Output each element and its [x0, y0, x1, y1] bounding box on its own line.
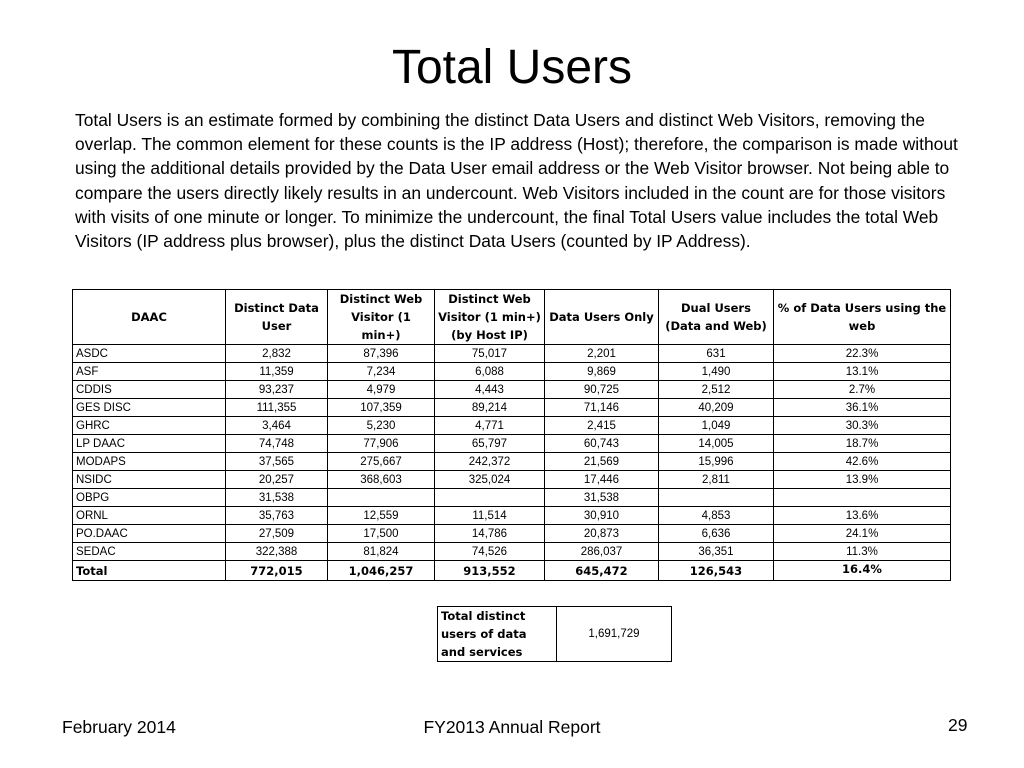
- cell-distinct-web-visitor: 17,500: [328, 525, 435, 543]
- cell-daac: CDDIS: [73, 381, 226, 399]
- cell-distinct-web-visitor-host-ip: 11,514: [435, 507, 545, 525]
- users-table: [72, 289, 951, 581]
- cell-distinct-web-visitor: 368,603: [328, 471, 435, 489]
- cell-distinct-web-visitor: 4,979: [328, 381, 435, 399]
- intro-paragraph: Total Users is an estimate formed by combining the distinct Data Users and distinct Web Visitors, removing the overlap. The common element for these counts is the IP address (Host); therefore, the comparison is made without using the additional details provided by the Data User email address or the Web Visitor browser. Not being able to compare the users directly likely results in an undercount. Web Visitors included in the count are for those visitors with visits of one minute or longer. To minimize the undercount, the final Total Users value includes the total Web Visitors (IP address plus browser), plus the distinct Data Users (counted by IP Address).: [75, 110, 958, 252]
- cell-data-users-only: 30,910: [545, 507, 659, 525]
- cell-distinct-data-user: 3,464: [226, 417, 328, 435]
- cell-distinct-web-visitor: [328, 489, 435, 507]
- cell-data-users-only: 20,873: [545, 525, 659, 543]
- cell-data-users-only: 2,201: [545, 345, 659, 363]
- cell-dual-users: 6,636: [659, 525, 774, 543]
- cell-dual-users: 1,490: [659, 363, 774, 381]
- cell-pct-data-users-web: 30.3%: [774, 417, 951, 435]
- total-distinct-web-visitor: 1,046,257: [328, 561, 435, 581]
- table-row: [73, 381, 951, 399]
- cell-distinct-data-user: 27,509: [226, 525, 328, 543]
- cell-pct-data-users-web: 11.3%: [774, 543, 951, 561]
- cell-distinct-web-visitor: 275,667: [328, 453, 435, 471]
- cell-daac: PO.DAAC: [73, 525, 226, 543]
- table-row: [73, 417, 951, 435]
- cell-daac: GHRC: [73, 417, 226, 435]
- cell-pct-data-users-web: 42.6%: [774, 453, 951, 471]
- cell-daac: ASF: [73, 363, 226, 381]
- cell-pct-data-users-web: 24.1%: [774, 525, 951, 543]
- cell-daac: LP DAAC: [73, 435, 226, 453]
- table-row: [73, 471, 951, 489]
- cell-distinct-web-visitor-host-ip: 75,017: [435, 345, 545, 363]
- cell-distinct-data-user: 11,359: [226, 363, 328, 381]
- header-distinct-web-visitor: Distinct Web Visitor (1 min+): [328, 290, 435, 345]
- cell-distinct-data-user: 322,388: [226, 543, 328, 561]
- table-row: [73, 525, 951, 543]
- cell-distinct-data-user: 2,832: [226, 345, 328, 363]
- header-distinct-web-visitor-host-ip: Distinct Web Visitor (1 min+) (by Host IP): [435, 290, 545, 345]
- table-row: [73, 507, 951, 525]
- table-row: [73, 399, 951, 417]
- summary-value: 1,691,729: [557, 607, 672, 662]
- table-row: [73, 345, 951, 363]
- header-pct-data-users-web: % of Data Users using the web: [774, 290, 951, 345]
- cell-data-users-only: 90,725: [545, 381, 659, 399]
- cell-dual-users: 4,853: [659, 507, 774, 525]
- cell-distinct-data-user: 111,355: [226, 399, 328, 417]
- summary-label: Total distinct users of data and services: [438, 607, 557, 662]
- cell-dual-users: 14,005: [659, 435, 774, 453]
- cell-daac: OBPG: [73, 489, 226, 507]
- cell-distinct-web-visitor: 5,230: [328, 417, 435, 435]
- cell-dual-users: 1,049: [659, 417, 774, 435]
- cell-distinct-web-visitor-host-ip: 74,526: [435, 543, 545, 561]
- cell-daac: ASDC: [73, 345, 226, 363]
- header-dual-users: Dual Users (Data and Web): [659, 290, 774, 345]
- table-row: [73, 489, 951, 507]
- cell-distinct-web-visitor-host-ip: [435, 489, 545, 507]
- cell-distinct-web-visitor-host-ip: 65,797: [435, 435, 545, 453]
- cell-data-users-only: 21,569: [545, 453, 659, 471]
- cell-distinct-web-visitor: 107,359: [328, 399, 435, 417]
- cell-distinct-web-visitor: 87,396: [328, 345, 435, 363]
- cell-dual-users: 36,351: [659, 543, 774, 561]
- table-row: [73, 453, 951, 471]
- table-header-row: [73, 290, 951, 345]
- cell-pct-data-users-web: 36.1%: [774, 399, 951, 417]
- cell-daac: GES DISC: [73, 399, 226, 417]
- cell-pct-data-users-web: 13.1%: [774, 363, 951, 381]
- cell-dual-users: 2,811: [659, 471, 774, 489]
- cell-distinct-web-visitor: 77,906: [328, 435, 435, 453]
- table-row: [73, 363, 951, 381]
- cell-distinct-web-visitor: 12,559: [328, 507, 435, 525]
- cell-distinct-data-user: 35,763: [226, 507, 328, 525]
- cell-data-users-only: 31,538: [545, 489, 659, 507]
- total-label: Total: [73, 561, 226, 581]
- cell-data-users-only: 9,869: [545, 363, 659, 381]
- cell-distinct-data-user: 37,565: [226, 453, 328, 471]
- summary-row: [438, 607, 672, 662]
- cell-pct-data-users-web: 18.7%: [774, 435, 951, 453]
- total-distinct-data-user: 772,015: [226, 561, 328, 581]
- cell-distinct-data-user: 31,538: [226, 489, 328, 507]
- cell-dual-users: 15,996: [659, 453, 774, 471]
- cell-pct-data-users-web: 13.9%: [774, 471, 951, 489]
- cell-dual-users: 631: [659, 345, 774, 363]
- cell-distinct-web-visitor-host-ip: 6,088: [435, 363, 545, 381]
- cell-data-users-only: 2,415: [545, 417, 659, 435]
- cell-pct-data-users-web: 2.7%: [774, 381, 951, 399]
- cell-pct-data-users-web: [774, 489, 951, 507]
- cell-distinct-data-user: 74,748: [226, 435, 328, 453]
- total-pct-data-users-web: 16.4%: [774, 561, 951, 581]
- cell-distinct-data-user: 20,257: [226, 471, 328, 489]
- cell-dual-users: [659, 489, 774, 507]
- cell-pct-data-users-web: 13.6%: [774, 507, 951, 525]
- cell-distinct-web-visitor-host-ip: 242,372: [435, 453, 545, 471]
- cell-data-users-only: 60,743: [545, 435, 659, 453]
- cell-distinct-web-visitor: 81,824: [328, 543, 435, 561]
- cell-data-users-only: 71,146: [545, 399, 659, 417]
- cell-dual-users: 2,512: [659, 381, 774, 399]
- cell-daac: SEDAC: [73, 543, 226, 561]
- cell-distinct-web-visitor-host-ip: 89,214: [435, 399, 545, 417]
- slide-title: Total Users: [391, 41, 633, 94]
- footer-report-title: FY2013 Annual Report: [423, 717, 601, 737]
- cell-distinct-web-visitor-host-ip: 4,771: [435, 417, 545, 435]
- table-total-row: [73, 561, 951, 581]
- cell-daac: ORNL: [73, 507, 226, 525]
- cell-distinct-data-user: 93,237: [226, 381, 328, 399]
- header-data-users-only: Data Users Only: [545, 290, 659, 345]
- cell-daac: MODAPS: [73, 453, 226, 471]
- cell-distinct-web-visitor: 7,234: [328, 363, 435, 381]
- cell-distinct-web-visitor-host-ip: 325,024: [435, 471, 545, 489]
- total-data-users-only: 645,472: [545, 561, 659, 581]
- cell-data-users-only: 286,037: [545, 543, 659, 561]
- cell-data-users-only: 17,446: [545, 471, 659, 489]
- header-daac: DAAC: [73, 290, 226, 345]
- total-dual-users: 126,543: [659, 561, 774, 581]
- footer-page-number: 29: [948, 715, 968, 735]
- footer-date: February 2014: [62, 717, 176, 737]
- cell-distinct-web-visitor-host-ip: 4,443: [435, 381, 545, 399]
- total-distinct-web-visitor-host-ip: 913,552: [435, 561, 545, 581]
- cell-daac: NSIDC: [73, 471, 226, 489]
- table-row: [73, 435, 951, 453]
- cell-pct-data-users-web: 22.3%: [774, 345, 951, 363]
- cell-dual-users: 40,209: [659, 399, 774, 417]
- cell-distinct-web-visitor-host-ip: 14,786: [435, 525, 545, 543]
- header-distinct-data-user: Distinct Data User: [226, 290, 328, 345]
- table-row: [73, 543, 951, 561]
- summary-table: [437, 606, 672, 662]
